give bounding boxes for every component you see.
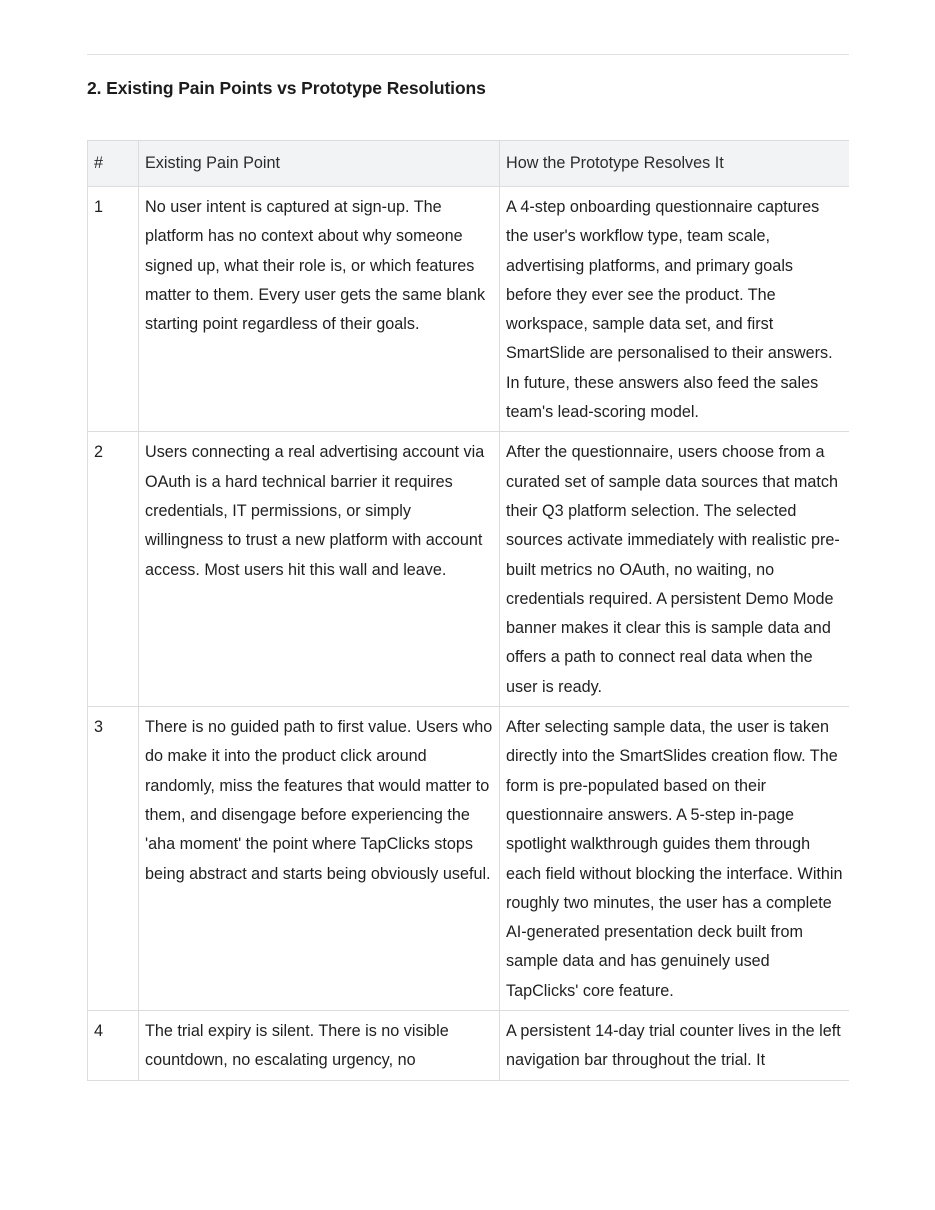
resolution-cell: After the questionnaire, users choose from a curated set of sample data sources that match their Q3 platform selection. The selected sources activate immediately with realistic pre-built metrics no OAuth, no waiting, no credentials required. A persistent Demo Mode banner makes it clear this is sample data and offers a path to connect real data when the user is ready. — [500, 432, 850, 707]
table-header-row — [88, 141, 850, 187]
document-page — [87, 0, 849, 1155]
resolution-cell: A 4-step onboarding questionnaire captures the user's workflow type, team scale, advertising platforms, and primary goals before they ever see the product. The workspace, sample data set, and first SmartSlide are personalised to their answers. In future, these answers also feed the sales team's lead-scoring model. — [500, 187, 850, 432]
header-number: # — [88, 141, 139, 187]
header-pain-point: Existing Pain Point — [139, 141, 500, 187]
table-row — [88, 707, 850, 1011]
header-resolution: How the Prototype Resolves It — [500, 141, 850, 187]
pain-point-cell: There is no guided path to first value. Users who do make it into the product click around randomly, miss the features that would matter to them, and disengage before experiencing the 'aha moment' the point where TapClicks stops being abstract and starts being obviously useful. — [139, 707, 500, 1011]
section-title: 2. Existing Pain Points vs Prototype Resolutions — [87, 78, 486, 98]
pain-point-cell: Users connecting a real advertising account via OAuth is a hard technical barrier it requires credentials, IT permissions, or simply willingness to trust a new platform with account access. Most users hit this wall and leave. — [139, 432, 500, 707]
pain-point-cell: No user intent is captured at sign-up. The platform has no context about why someone signed up, what their role is, or which features matter to them. Every user gets the same blank starting point regardless of their goals. — [139, 187, 500, 432]
pain-point-cell: The trial expiry is silent. There is no visible countdown, no escalating urgency, no — [139, 1011, 500, 1081]
row-number: 3 — [88, 707, 139, 1011]
top-divider — [87, 54, 849, 55]
row-number: 4 — [88, 1011, 139, 1081]
pain-points-table — [87, 140, 849, 1081]
table-row — [88, 1011, 850, 1081]
table-row — [88, 432, 850, 707]
table-row — [88, 187, 850, 432]
row-number: 1 — [88, 187, 139, 432]
resolution-cell: A persistent 14-day trial counter lives in the left navigation bar throughout the trial. It — [500, 1011, 850, 1081]
row-number: 2 — [88, 432, 139, 707]
resolution-cell: After selecting sample data, the user is taken directly into the SmartSlides creation flow. The form is pre-populated based on their questionnaire answers. A 5-step in-page spotlight walkthrough guides them through each field without blocking the interface. Within roughly two minutes, the user has a complete AI-generated presentation deck built from sample data and has genuinely used TapClicks' core feature. — [500, 707, 850, 1011]
